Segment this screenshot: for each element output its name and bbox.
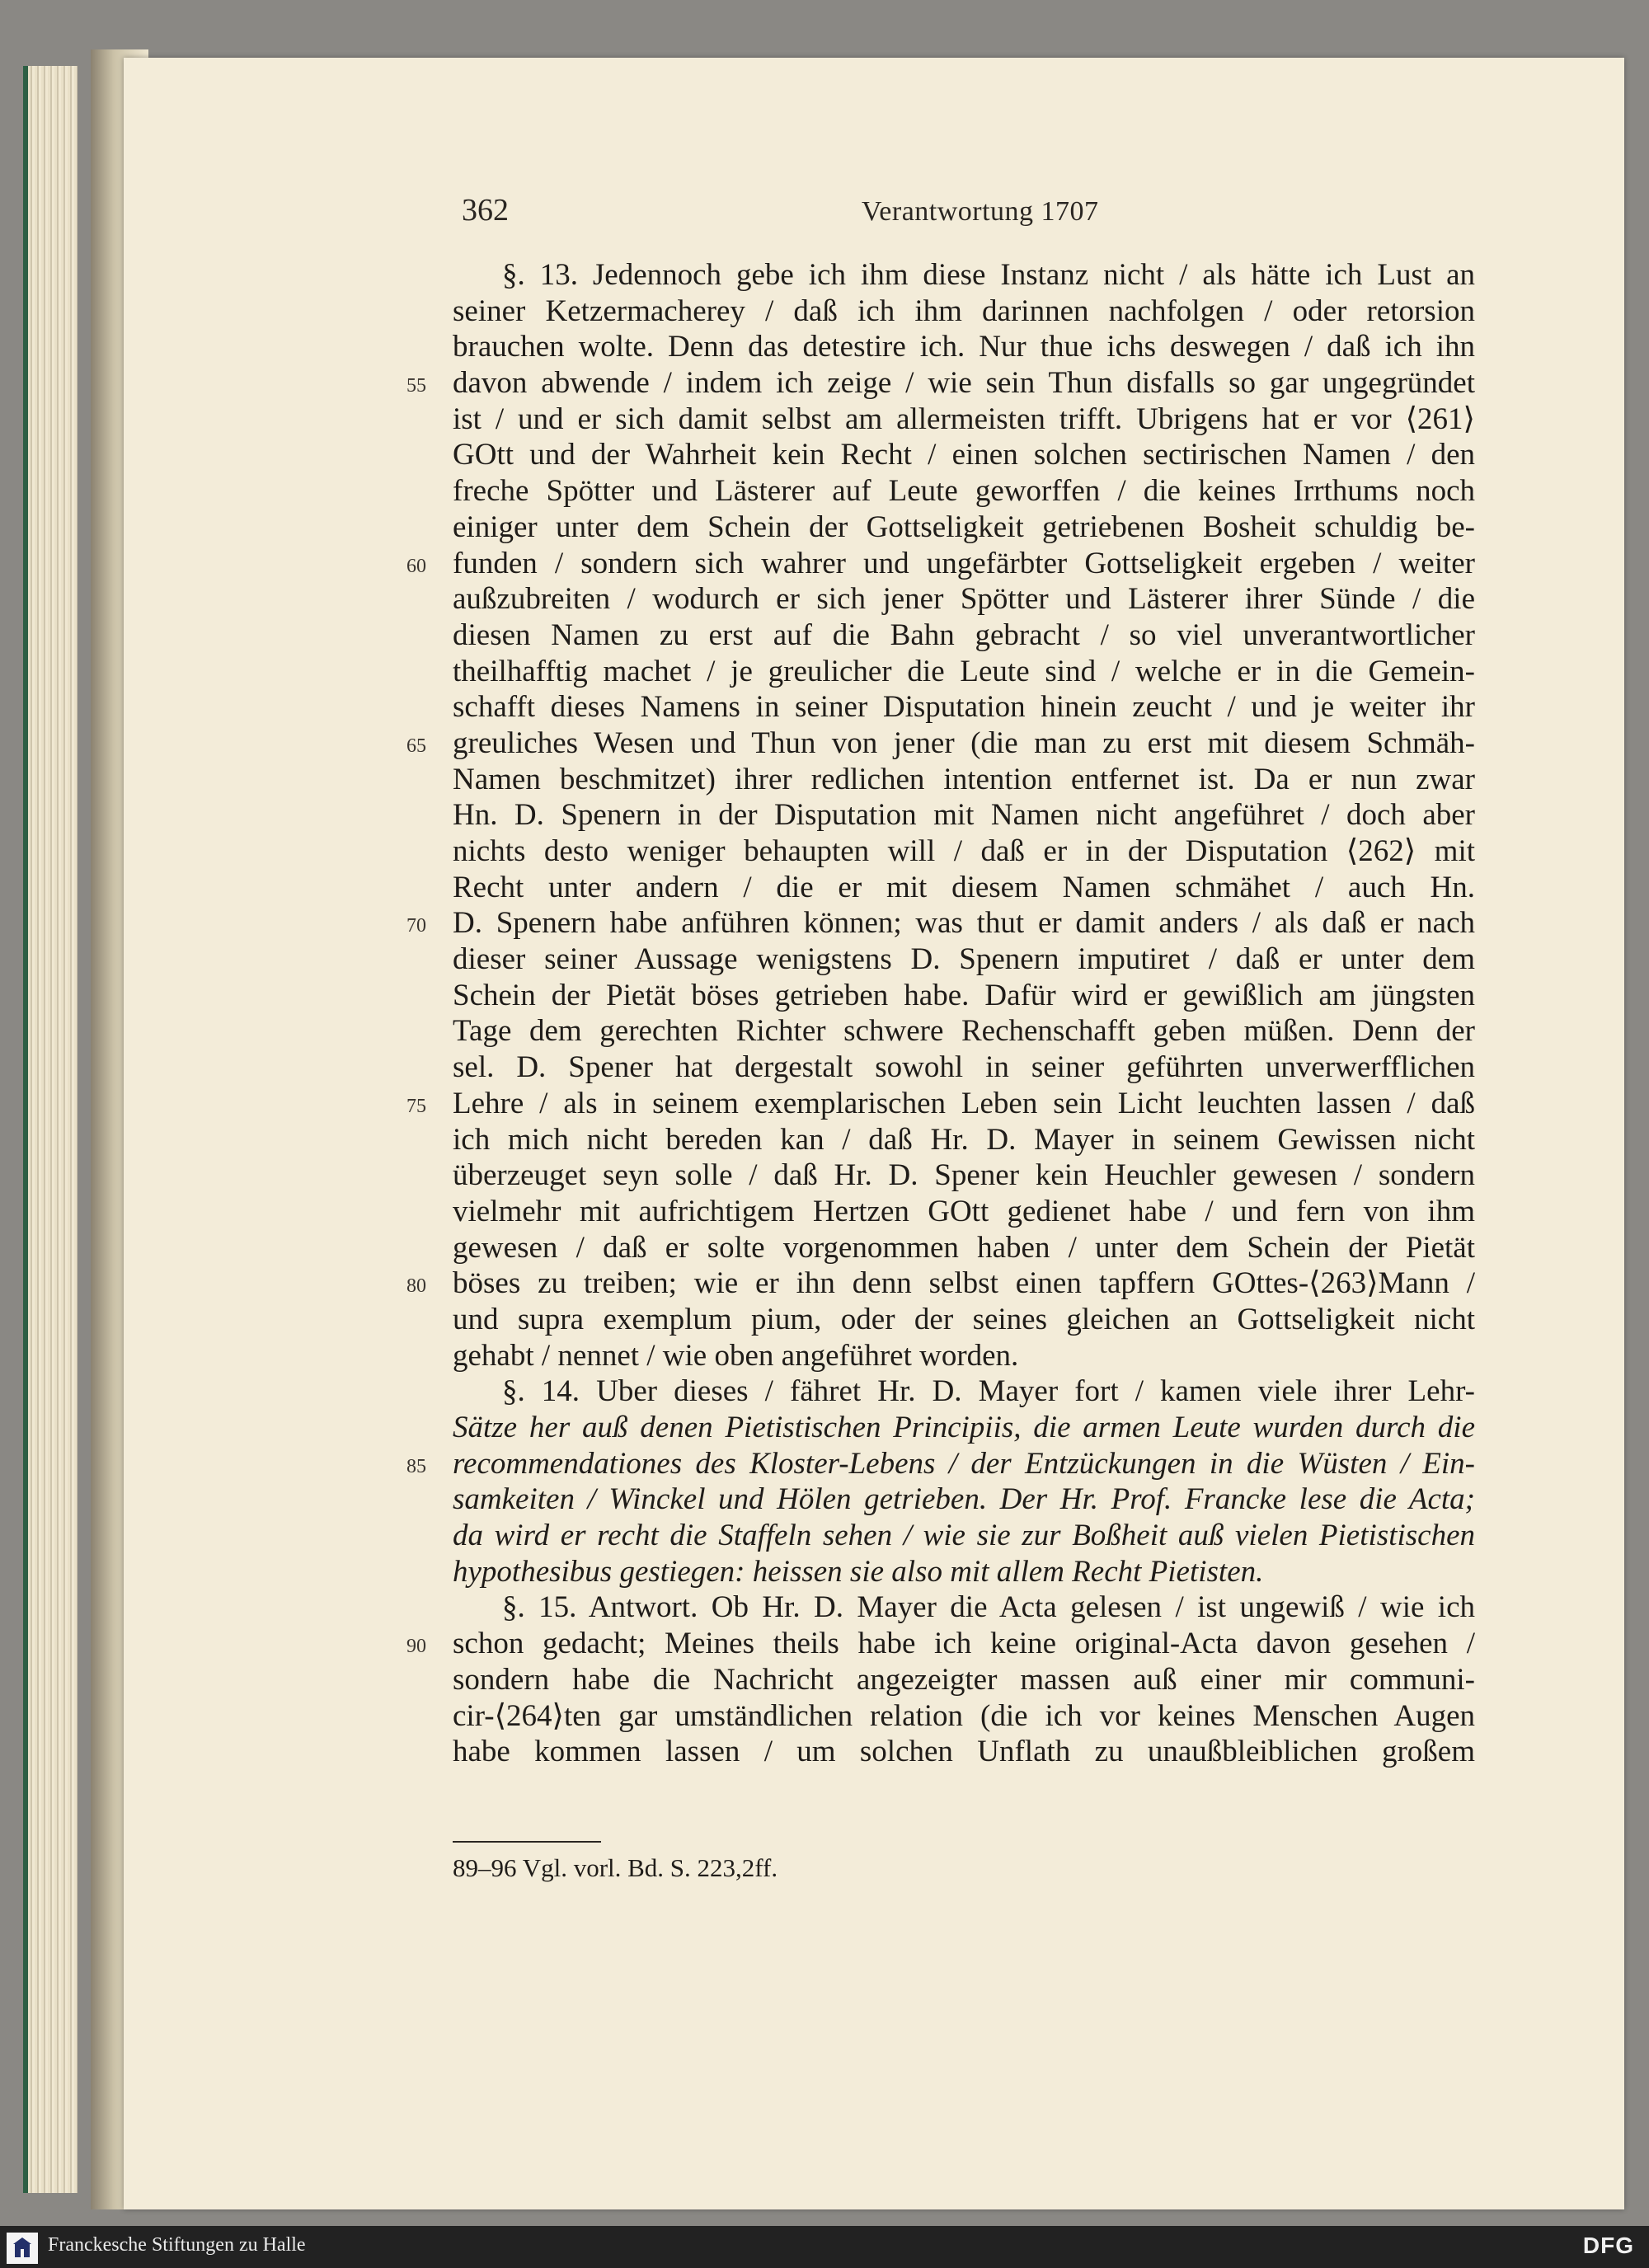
- line-text: samkeiten / Winckel und Hölen getrieben. Der Hr. Prof. Francke lese die Acta;: [453, 1482, 1475, 1517]
- line-text: Hn. D. Spenern in der Disputation mit Namen nicht angeführet / doch aber: [453, 798, 1475, 833]
- text-line: [453, 1734, 1475, 1770]
- line-number: 65: [406, 735, 426, 757]
- text-line: [453, 1302, 1475, 1338]
- line-number: 60: [406, 555, 426, 577]
- line-text: Tage dem gerechten Richter schwere Rechenschafft geben müßen. Denn der: [453, 1014, 1475, 1049]
- body-text: [406, 257, 1475, 1770]
- line-text: Sätze her auß denen Pietistischen Principiis, die armen Leute wurden durch die: [453, 1411, 1475, 1444]
- line-text: sel. D. Spener hat dergestalt sowohl in seiner geführten unverwerfflichen: [453, 1050, 1475, 1085]
- page-number: 362: [462, 193, 509, 228]
- text-line: [453, 1554, 1475, 1590]
- line-number: 75: [406, 1095, 426, 1117]
- text-line: [453, 1481, 1475, 1518]
- text-line: [453, 617, 1475, 654]
- line-text: außzubreiten / wodurch er sich jener Spötter und Lästerer ihrer Sünde / die: [453, 582, 1475, 617]
- text-line: [453, 1338, 1475, 1374]
- text-line: [453, 1013, 1475, 1049]
- line-text: §. 15. Antwort. Ob Hr. D. Mayer die Acta gelesen / ist ungewiß / wie ich: [502, 1590, 1475, 1625]
- line-text: Namen beschmitzet) ihrer redlichen intention entfernet ist. Da er nun zwar: [453, 762, 1475, 796]
- line-text: §. 14. Uber dieses / fähret Hr. D. Mayer fort / kamen viele ihrer Lehr-: [502, 1374, 1475, 1409]
- line-text: diesen Namen zu erst auf die Bahn gebracht / so viel unverantwortlicher: [453, 617, 1475, 652]
- line-text: freche Spötter und Lästerer auf Leute geworffen / die keines Irrthums noch: [453, 474, 1475, 509]
- line-text: nichts desto weniger behaupten will / daß er in der Disputation ⟨262⟩ mit: [453, 834, 1475, 868]
- book-page-edges: [23, 66, 78, 2193]
- line-number: 55: [406, 375, 426, 397]
- line-text: hypothesibus gestiegen: heissen sie also mit allem Recht Pietisten.: [453, 1554, 1264, 1589]
- text-line: [453, 1157, 1475, 1194]
- text-line: [453, 401, 1475, 438]
- line-text: sondern habe die Nachricht angezeigter massen auß einer mir communi-: [453, 1662, 1475, 1697]
- line-number: 90: [406, 1636, 426, 1658]
- running-title: Verantwortung 1707: [862, 196, 1099, 227]
- line-text: gehabt / nennet / wie oben angeführet worden.: [453, 1338, 1019, 1373]
- line-text: überzeuget seyn solle / daß Hr. D. Spener kein Heuchler gewesen / sondern: [453, 1158, 1475, 1193]
- text-line: [406, 725, 1475, 762]
- line-text: schon gedacht; Meines theils habe ich keine original-Acta davon gesehen /: [453, 1627, 1475, 1661]
- text-line: [453, 654, 1475, 690]
- text-line: [406, 905, 1475, 941]
- text-line: [406, 1446, 1475, 1482]
- line-text: seiner Ketzermacherey / daß ich ihm darinnen nachfolgen / oder retorsion: [453, 293, 1475, 328]
- line-text: habe kommen lassen / um solchen Unflath zu unaußbleiblichen großem: [453, 1735, 1475, 1769]
- line-text: cir-⟨264⟩ten gar umständlichen relation (die ich vor keines Menschen Augen: [453, 1698, 1475, 1733]
- line-text: brauchen wolte. Denn das detestire ich. Nur thue ichs deswegen / daß ich ihn: [453, 330, 1475, 364]
- text-line: [453, 1122, 1475, 1158]
- line-text: davon abwende / indem ich zeige / wie sein Thun disfalls so gar ungegründet: [453, 366, 1475, 401]
- text-line: [453, 1518, 1475, 1554]
- text-line: [453, 1698, 1475, 1735]
- text-line: [453, 689, 1475, 725]
- text-line: [453, 581, 1475, 617]
- line-text: greuliches Wesen und Thun von jener (die man zu erst mit diesem Schmäh-: [453, 725, 1475, 760]
- text-line: [453, 509, 1475, 546]
- line-text: gewesen / daß er solte vorgenommen haben / unter dem Schein der Pietät: [453, 1230, 1475, 1265]
- line-text: theilhafftig machet / je greulicher die Leute sind / welche er in die Gemein-: [453, 654, 1475, 688]
- line-text: GOtt und der Wahrheit kein Recht / einen solchen sectirischen Namen / den: [453, 438, 1475, 472]
- footnote: 89–96 Vgl. vorl. Bd. S. 223,2ff.: [453, 1853, 778, 1882]
- text-line: [406, 1626, 1475, 1662]
- text-line: [453, 257, 1475, 293]
- text-line: [406, 1265, 1475, 1302]
- text-line: [453, 1049, 1475, 1086]
- line-text: recommendationes des Kloster-Lebens / der Entzückungen in die Wüsten / Ein-: [453, 1446, 1475, 1481]
- text-line: [453, 870, 1475, 906]
- line-text: ist / und er sich damit selbst am allermeisten trifft. Ubrigens hat er vor ⟨261⟩: [453, 401, 1475, 436]
- text-line: [453, 473, 1475, 509]
- footnote-rule: [453, 1841, 601, 1843]
- line-text: schafft dieses Namens in seiner Disputation hinein zeucht / und je weiter ihr: [453, 690, 1475, 725]
- text-line: [406, 365, 1475, 401]
- line-text: da wird er recht die Staffeln sehen / wie sie zur Boßheit auß vielen Pietistischen: [453, 1519, 1475, 1553]
- line-number: 70: [406, 915, 426, 937]
- line-text: einiger unter dem Schein der Gottseligkeit getriebenen Bosheit schuldig be-: [453, 509, 1475, 544]
- line-text: Lehre / als in seinem exemplarischen Leben sein Licht leuchten lassen / daß: [453, 1086, 1475, 1120]
- text-line: [453, 1194, 1475, 1230]
- text-line: [453, 437, 1475, 473]
- text-line: [453, 941, 1475, 978]
- text-line: [453, 762, 1475, 798]
- text-line: [406, 546, 1475, 582]
- line-text: §. 13. Jedennoch gebe ich ihm diese Instanz nicht / als hätte ich Lust an: [502, 258, 1475, 292]
- line-text: ich mich nicht bereden kan / daß Hr. D. Mayer in seinem Gewissen nicht: [453, 1122, 1475, 1157]
- line-text: funden / sondern sich wahrer und ungefärbter Gottseligkeit ergeben / weiter: [453, 546, 1475, 580]
- line-text: Schein der Pietät böses getrieben habe. Dafür wird er gewißlich am jüngsten: [453, 978, 1475, 1012]
- line-text: Recht unter andern / die er mit diesem Namen schmähet / auch Hn.: [453, 870, 1475, 904]
- footer-caption: Franckesche Stiftungen zu Halle: [48, 2234, 306, 2256]
- text-line: [453, 329, 1475, 365]
- text-line: [453, 293, 1475, 330]
- text-line: [406, 1086, 1475, 1122]
- text-line: [453, 978, 1475, 1014]
- text-line: [453, 1662, 1475, 1698]
- text-line: [453, 1589, 1475, 1626]
- text-line: [453, 1410, 1475, 1446]
- line-text: vielmehr mit aufrichtigem Hertzen GOtt gedienet habe / und fern von ihm: [453, 1194, 1475, 1228]
- viewer-footer-bar: [0, 2226, 1649, 2268]
- text-line: [453, 1230, 1475, 1266]
- line-number: 85: [406, 1455, 426, 1477]
- line-text: dieser seiner Aussage wenigstens D. Spenern imputiret / daß er unter dem: [453, 942, 1475, 977]
- line-number: 80: [406, 1275, 426, 1298]
- text-line: [453, 833, 1475, 870]
- text-line: [453, 1373, 1475, 1410]
- line-text: und supra exemplum pium, oder der seines gleichen an Gottseligkeit nicht: [453, 1302, 1475, 1336]
- text-line: [453, 797, 1475, 833]
- line-text: böses zu treiben; wie er ihn denn selbst einen tapffern GOttes-⟨263⟩Mann /: [453, 1266, 1475, 1301]
- foundation-logo-icon: [7, 2233, 38, 2264]
- line-text: D. Spenern habe anführen können; was thut er damit anders / als daß er nach: [453, 906, 1475, 941]
- dfg-badge: DFG: [1582, 2233, 1634, 2258]
